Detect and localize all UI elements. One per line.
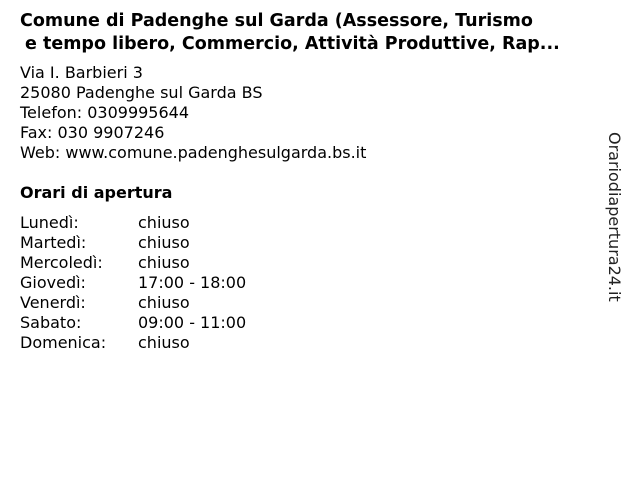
city-address: 25080 Padenghe sul Garda BS — [20, 83, 263, 102]
day-label: Mercoledì: — [20, 253, 103, 272]
day-hours: chiuso — [138, 213, 190, 232]
day-label: Venerdì: — [20, 293, 86, 312]
day-hours: chiuso — [138, 293, 190, 312]
title-line-2: e tempo libero, Commercio, Attività Produttive, Rap... — [25, 34, 560, 54]
day-hours: chiuso — [138, 333, 190, 352]
day-label: Domenica: — [20, 333, 107, 352]
day-hours: 17:00 - 18:00 — [138, 273, 247, 292]
day-hours: 09:00 - 11:00 — [138, 313, 247, 332]
contact-info — [20, 63, 366, 163]
day-label: Lunedì: — [20, 213, 79, 232]
business-title — [20, 10, 620, 56]
phone-number: Telefon: 0309995644 — [20, 103, 190, 122]
site-watermark: Orariodiapertura24.it — [605, 132, 624, 302]
day-label: Sabato: — [20, 313, 82, 332]
opening-hours-heading: Orari di apertura — [20, 183, 173, 202]
day-hours: chiuso — [138, 253, 190, 272]
fax-number: Fax: 030 9907246 — [20, 123, 165, 142]
day-hours: chiuso — [138, 233, 190, 252]
website: Web: www.comune.padenghesulgarda.bs.it — [20, 143, 367, 162]
day-label: Giovedì: — [20, 273, 86, 292]
day-label: Martedì: — [20, 233, 87, 252]
street-address: Via I. Barbieri 3 — [20, 63, 143, 82]
title-line-1: Comune di Padenghe sul Garda (Assessore, Turismo — [20, 11, 533, 31]
